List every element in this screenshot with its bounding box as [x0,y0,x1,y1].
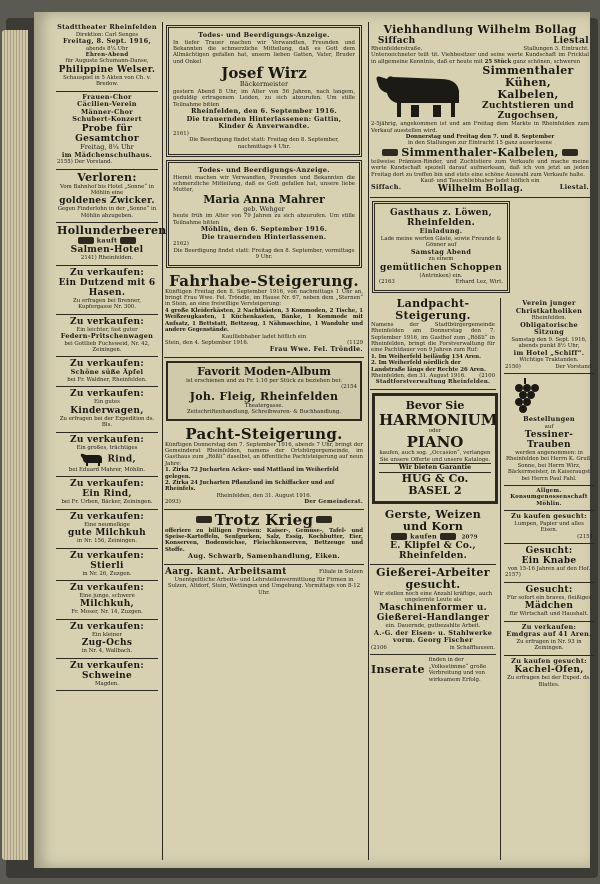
pointing-hand-icon [562,149,578,156]
ad-text: Namens der Stadtbürgergemeinde Rheinfelden am Donnerstag den 7. September 1916, im Gasthof zum „Rößli“ in Rheinfelden, bringt die Forstverwaltung für eine Pachtdauer von 9 Jahren zum Ruf: [371,321,495,354]
ad-title: Zu verkaufen: [521,622,577,631]
ad-gasthaus-loewen [372,201,510,292]
ad-headline: Zuchtstieren und Zugochsen, [482,101,574,122]
obituary-place: Möhlin, den 6. September 1916. [200,225,328,234]
ad-title: Zu verkaufen: [70,511,144,522]
ad-signature: Der Vorstand. [555,363,593,370]
ad-rind-2 [56,477,158,509]
ad-title: Zu verkaufen: [70,660,144,671]
ad-line: Ein großes, trächtiges [76,444,138,451]
ad-headline: Probe für Gesamtchor [75,124,139,144]
ad-text: Schauspiel in 5 Akten von Ch. v. Bredow. [63,74,151,88]
ad-title: Gesucht: [525,546,573,557]
ad-headline: Trotz Krieg [214,510,314,529]
ad-title: Zu verkaufen: [70,583,144,593]
ad-number: (2154 [341,384,357,391]
ad-item: Rind, [107,454,136,465]
ad-place: Rheinfelden, den 31. August 1916. [216,492,312,499]
ad-item: Ein Dutzend mit 6 Hasen. [58,277,156,298]
ad-arbeitsamt [164,565,364,599]
obituary-mourners: Die trauernden Hinterlassenen: Gattin, Kinder & Anverwandte. [186,114,342,131]
ad-headline: Simmenthaler-Kalbelen, [401,145,559,159]
ad-subtitle: Rheinfelden. [531,315,567,322]
ad-text: Für sofort ein braves, fleißiges [506,594,592,601]
ad-maedchen [504,583,594,622]
ad-signature: Der Vorstand. [74,159,113,166]
ad-note: Zu erfragen bei der Exped. ds. Blattes. [507,675,591,688]
ad-knabe [504,544,594,583]
ad-item: 2. Im Weiherfeld nördlich der Landstraße längs der Rechte 26 Aren. [371,360,486,373]
ad-address: Stallungen 3. Eintracht. [523,46,589,52]
ad-trotz-krieg [164,510,364,565]
ad-stadttheater [56,22,158,92]
ad-title: Zu verkaufen: [70,316,144,327]
ad-headline: Bevor Sie [405,398,465,412]
ad-line: Cäcilien-Verein [77,100,137,109]
ad-item: Zug-Ochs [81,638,133,649]
ad-item: Federn-Pritschenwagen [60,331,154,340]
ad-text: Künftigen Donnerstag den 7. September 1916, abends 7 Uhr, bringt der Gemeinderat Rheinfelden, namens der Ortsbürgergemeinde, im Gasthaus zum „Rößli“ daselbst, an öffentliche Pachtsteigerung auf neun Jahre: [165,441,363,467]
ad-headline: Hollunderbeeren [57,224,167,238]
pointing-hand-icon [120,237,136,244]
ad-note: bei Fr. Waldner, Rheinfelden. [67,376,147,383]
obituary-name: Maria Anna Mahrer [203,192,325,206]
ad-giesserei [370,565,496,656]
ad-headline: Verloren: [77,170,137,184]
ad-number: (2151 [577,533,593,540]
ad-signature: Wilhelm Bollag. [437,184,524,195]
ad-text: in den Stallungen zur Eintracht 15 ganz auserlesene [407,140,553,147]
ad-title: Zu verkaufen: [70,434,144,445]
ad-title: Zu verkaufen: [70,359,144,370]
ad-note: in Nr. 26, Zuzgen. [82,570,132,577]
ad-item: Schweine [81,670,133,681]
ad-place: im Hotel „Schiff“. [513,348,585,357]
ad-line: für Auguste Schumann-Danse, [65,58,149,65]
ad-headline: HARMONIUM [379,410,498,429]
ad-text: bei Gottlieb Fuchsweid, Nr. 42, Zeiningen. [64,340,150,353]
ad-headline: Philippine Welser. [58,64,156,75]
ad-title: Zu verkaufen: [70,550,144,561]
ad-title: Zu verkaufen: [70,621,144,632]
ad-text: kaufen, auch sog. „Occasion“, verlangen Sie unsere Offerte und unsere Kataloge. [379,450,491,463]
ad-item: Kinderwagen, [70,405,144,416]
ad-line: kauft [96,236,118,245]
ad-schweine [56,659,158,691]
column-4 [500,298,594,860]
ad-line: Ein kleiner [92,631,122,638]
ad-jungmann [504,298,594,374]
ad-line: Salmen-Hotel [70,245,144,256]
ad-headline: Kachel-Ofen, [514,665,584,676]
ad-place: Siffach [377,36,416,46]
ad-text: von 15-16 Jahren auf den Hof. [507,566,591,573]
ad-place: in Schaffhausen. [449,645,495,652]
ad-note: (Antrinken) ein. [419,272,463,279]
ad-number: 2141) [80,255,97,262]
ad-title: Zu kaufen gesucht: [511,512,587,521]
ad-place: Liestal. [559,183,589,192]
ad-note: Magden. [94,680,119,687]
ad-subtitle: Filiale in Sulzen [318,568,363,575]
ad-event: gemütlichen Schoppen [380,262,502,273]
pointing-hand-icon [78,237,94,244]
ad-headline: Mädchen [524,601,574,612]
pointing-hand-icon [440,533,456,540]
ad-title: Gesucht: [525,584,573,595]
ad-text: Unentgeltliche Arbeits- und Lehrstellenvermittlung für Firmen in Sulzen, Altdorf, Stein, Wettingen und Umgebung. Vormittags von 8-12 Uhr. [167,576,361,596]
ad-title: Verein junger Christkatholiken [515,299,583,315]
obituary-wirz [166,25,362,157]
pointing-hand-icon [316,516,332,523]
ad-signature: Der Gemeinderat. [304,499,363,506]
ad-item: Ein Rind, [82,489,132,500]
newspaper-page [34,12,593,868]
ad-line: kaufen [410,532,438,541]
ad-number: 2093) [165,499,181,506]
ad-headline: Tessiner-Trauben [524,430,574,450]
ad-headline: Favorit Moden-Album [197,364,331,378]
obituary-title: Todes- und Beerdigungs-Anzeige. [198,31,330,39]
ad-note: Zu erfragen in Nr. 93 in Zeiningen. [516,638,582,652]
ad-item: gute Milchkuh [68,528,146,539]
ad-title: Zu verkaufen: [70,479,144,490]
ad-headline: Gießerei-Arbeiter gesucht. [376,565,490,591]
ad-text: offeriere zu billigen Preisen: Kaiser-, Gemüse-, Tafel- und Speise-Kartoffeln, Senfgurken, Salz, Essig, Kochbutter, Eier, Konserven, Bodenwichse, Fleischkonserven, Bettzeuge und Stoffe. [165,527,363,553]
ad-pacht [164,424,364,510]
ad-text: Kauf- und Tauschliebhaber ladet höflich ein [420,178,540,185]
ad-text: zu einem [428,256,454,263]
ad-title: Zu kaufen gesucht: [511,656,587,665]
ad-text: ganz schönen, schweren [513,58,581,65]
ad-stierli [56,549,158,581]
ad-zugochs [56,620,158,659]
ad-item: 2. Zirka 24 Jucharten Pflanzland im Schiffacker und auf Rheinfels. [165,479,335,493]
pointing-hand-icon [391,533,407,540]
ad-job: Maschinenformer u. Gießerei-Handlanger [376,603,490,624]
ad-rind [56,433,158,478]
ad-text: teilweise Prämien-Rinder, und Zuchtstiere zum Verkaufe und mache meine werte Kundschaft speziell darauf aufmerksam, daß ich von jetzt an jeden Freitag dort zu treffen bin und stets eine schöne Auswahl zum Verkaufe halte. [371,158,589,178]
ad-text: Lade meine werten Gäste, sowie Freunde & Gönner auf [380,236,502,249]
ad-place: Rheinfelden. [98,255,134,262]
ad-hug-piano [372,393,498,504]
ad-note: Kaufliebhaber ladet höflich ein [221,333,307,340]
obituary-burial: Die Beerdigung findet statt: Freitag den 8. September, vormittags 9 Uhr. [173,247,355,261]
ad-number: 2157) [505,572,521,579]
obituary-burial: Die Beerdigung findet statt: Freitag den 8. September, nachmittags 4 Uhr. [189,137,339,150]
ad-emdgras [504,622,594,656]
column-1 [56,22,167,860]
ad-title: Stadttheater Rheinfelden [57,23,157,31]
ad-favorit [166,361,362,421]
ad-text: Unterzeichneter teilt tit. Viehbesitzer und seine werte Kundschaft im Fricktal in allgemeine Kenntnis, daß er heute mit [371,52,589,65]
ad-aepfel [56,357,158,387]
ad-date: Freitag, 8. Sept. 1916, [62,37,152,45]
ad-viehhandlung [370,22,590,198]
ad-line: Eine neumelkige [84,521,130,528]
ad-inserate [370,655,496,686]
ad-text: ein. Dauernde, gutbezahlte Arbeit. [385,623,481,630]
ad-date: Samstag den 9. Sept. 1916, [511,336,587,343]
cow-icon [78,451,104,467]
ad-note: in Nr. 156, Zeiningen. [77,538,137,545]
obituary-mahrer [166,160,362,268]
ad-line: Ehren-Abend [85,52,129,58]
ad-text: Vom Bahnhof bis Hotel „Sonne“ in Möhlin eine [60,183,154,196]
ad-date: Samstag Abend [410,247,472,256]
ad-subtitle: Direktion: Carl Senges [75,31,139,38]
ad-headline: Emdgras auf 41 Aren. [506,630,592,639]
ad-items: 4 große Kleiderkästen, 2 Nachtkästen, 3 Kommoden, 2 Tische, 1 Weißzeugkasten, 1 Küchenkasten, Bänke, 1 Kommode mit Aufsatz, 1 Bettstatt, Bettzeug, 1 Nähmaschine, 1 Wanduhr und andere Gegenstände. [165,307,363,334]
ad-number: 2079 [461,534,478,541]
ad-landpacht [370,296,496,390]
ad-headline: Kalbelen, [497,88,559,102]
ad-headline: Obligatorische Sitzung [520,320,578,337]
pointing-hand-icon [382,149,398,156]
cow-illustration [371,67,467,119]
ad-headline: Landpacht-Steigerung. [395,296,471,322]
ad-headline: Fahrhabe-Steigerung. [169,271,359,290]
ad-number: (2163 [379,279,395,286]
pointing-hand-icon [196,516,212,523]
ad-line: Männer-Chor [80,107,134,116]
ad-note: Zu erfragen bei der Expedition ds. Bls. [59,415,155,429]
ad-line: Ein gutes [94,399,120,406]
ad-item: Stierli [90,560,124,571]
ad-headline: Schubert-Konzert [72,115,142,124]
ad-signature: Erhard Lez, Wirt. [455,279,503,286]
obituary-text: In tiefer Trauer machen wir Verwandten, Freunden und Bekannten die schmerzliche Mitteilung, daß es Gott dem Allmächtigen gefallen hat, unsern lieben Gatten, Vater, Bruder und Onkel [173,39,355,65]
ad-place: Theatergasse. [244,402,284,409]
ad-milchkuh-2 [56,581,158,620]
ad-headline: Aarg. kant. Arbeitsamt [165,566,287,577]
ad-line: Frauen-Chor [82,92,132,101]
ad-wagen [56,315,158,358]
ad-note: bei Eduard Mahrer, Möhlin. [68,466,146,473]
ad-place: im Mädchenschulhaus. [61,150,153,159]
column-2 [164,22,369,860]
ad-signature: Frau Wwe. Fel. Tröndle. [269,345,363,354]
ad-date: Freitag, 8¼ Uhr [80,143,134,151]
ad-headline: Gasthaus z. Löwen, Rheinfelden. [389,208,493,229]
ad-title: Zu verkaufen: [70,389,144,400]
ad-text: für Wirtschaft und Haushalt. [509,611,589,618]
ad-firm: A.-G. der Eisen- u. Stahlwerke vorm. Georg Fischer [373,628,493,645]
obituary-text: Hiemit machen wir Verwandten, Freunden und Bekannten die schmerzliche Mitteilung, daß es Gott gefallen hat, unsere liebe Mutter, [173,174,355,194]
grapes-icon [505,376,545,416]
ad-headline: Inserate [371,663,425,677]
ad-text: Künftigen Freitag den 8. September 1916, von nachmittags 1 Uhr an, bringt Frau Wwe. Fel. Tröndle, im Hause Nr. 67, neben dem „Sternen“ in Stein, an eine freiwillige Versteigerung: [165,288,363,308]
ad-tessiner [504,374,594,486]
ad-headline: Pacht-Steigerung. [185,424,343,443]
obituary-name: Josef Wirz [221,64,307,83]
ad-frauenchor [56,92,158,170]
obituary-number: 2162) [173,241,189,248]
ad-guarantee: Wir bieten Garantie [379,463,491,473]
ad-signature: Aug. Schwarb, Samenhandlung, Eiken. [188,552,340,561]
obituary-place: Rheinfelden, den 6. September 1916. [190,107,338,116]
ad-text: ist erschienen und zu Fr. 1.10 per Stück zu beziehen bei: [186,377,342,384]
ad-note: bei Fr. Urben, Bäcker, Zeiningen. [61,499,153,506]
ad-hasen [56,266,158,315]
ad-title: Bestellungen [523,415,575,423]
obituary-text: heute früh im Alter von 79 Jahren zu sich abzurufen. Um stille Teilnahme bitten [173,213,355,226]
ad-subtitle: Einladung. [419,227,463,236]
ad-name: Joh. Fleig, Rheinfelden [189,389,339,403]
obituary-mourners: Die trauernden Hinterlassenen. [201,232,327,241]
ad-milchkuh [56,510,158,549]
ad-title: Zu verkaufen: [70,267,144,278]
ad-title: Allgem. Konsumgenossenschaft Möhlin. [510,488,588,507]
ad-text: Zeitschriftenhandlung, Schreibwaren- & Buchhandlung. [187,409,341,416]
ad-address: Rheinfelderstraße. [371,46,423,52]
ad-text: werden angenommen: in Rheinfelden bei Herrn K. Gruß, Sonne, bei Herrn Wirz, Bäckermeister, in Kaiseraugst bei Herrn Paul Fahl. [505,450,593,482]
ad-place: Liestal [552,36,589,46]
ad-date: Donnerstag und Freitag den 7. und 8. September [405,134,555,141]
ad-firm: E. Klipfel & Co., Rheinfelden. [390,540,476,561]
ad-time: abends punkt 8½ Uhr, [518,343,580,350]
ad-number: (2100 [479,372,495,379]
ad-place: Stein, den 4. September 1916. [165,339,249,346]
ad-gerste [370,507,496,565]
ad-line: auf [544,423,554,430]
ad-altmetall [504,511,594,544]
ad-item: goldenes Zwicker. [59,196,155,207]
ad-number: (2106 [371,645,387,652]
ad-headline: PIANO [406,433,464,452]
ad-headline: Ein Knabe [521,556,577,567]
ad-signature: Stadtforstverwaltung Rheinfelden. [375,379,491,386]
ad-text: oder [428,427,442,434]
ad-text: 2-5jährig, angekommen ist und am Freitag dem Markte in Rheinfelden zum Verkauf ausstellen wird. [371,121,589,134]
ad-count: 25 Stück [484,58,512,65]
ad-hollunder [56,223,167,266]
ad-line: Ein leichter, fast guter [76,326,138,333]
ad-item: Schöne süße Äpfel [70,368,144,377]
ad-place: Rheinfelden, den 31. August 1916. [371,372,466,379]
ad-firm: HUG & Co. BASEL 2 [401,471,469,497]
ad-number: 2155) [57,159,73,166]
ad-headline: Simmenthaler Kühen, [482,64,574,90]
ad-headline: Gerste, Weizen und Korn [384,507,482,533]
ad-note: Wichtige Traktanden. [519,357,579,364]
ad-text: Lumpen, Papier und alles Eisen. [514,520,584,534]
ad-line: Eine junge, schwere [79,593,135,599]
ad-text: finden in der „Volksstimme“ große Verbreitung und von wirksamem Erfolg. [428,657,487,683]
ad-item: Milchkuh, [80,599,134,610]
ad-text: Gegen Finderlohn in der „Sonne“ in Möhlin abzugeben. [57,206,157,219]
ad-note: Fr. Moser, Nr. 14, Zuzgen. [71,609,143,616]
ad-kachelofen [504,656,594,691]
ad-text: Wir stellen noch eine Anzahl kräftige, auch ungelernte Leute als [373,590,493,604]
ad-konsum [504,486,594,511]
obituary-number: 2161) [173,130,189,137]
obituary-title: Todes- und Beerdigungs-Anzeige. [198,166,330,175]
obituary-text: gestern Abend 8 Uhr, im Alter von 56 Jahren, nach langem, geduldig ertragenem Leiden, zu sich abzurufen. Um stille Teilnahme bitten [173,88,355,108]
ad-fahrhabe [164,271,364,358]
ad-place: Siffach. [371,183,402,192]
ad-headline: Viehhandlung Wilhelm Bollag [383,23,577,36]
ad-number: (1129 [347,339,363,346]
obituary-role: geb. Wehger [243,204,285,213]
ad-verloren [56,170,158,224]
ad-number: 2150) [505,363,521,370]
page-edges [2,30,28,860]
obituary-role: Bäckermeister [239,80,289,89]
ad-item: 1. Zirka 72 Jucharten Acker- und Mattland im Weiherfeld gelegen. [165,467,339,480]
ad-kinderwagen [56,387,158,432]
ad-note: Zu erfragen bei Brenner, Kupfergasse Nr. 300. [73,297,141,311]
ad-note: in Nr. 4, Wallbach. [81,648,133,655]
ad-time: abends 8¼ Uhr [85,45,129,52]
ad-item: 1. Im Weiherfeld beiläufig 134 Aren. [371,353,481,360]
